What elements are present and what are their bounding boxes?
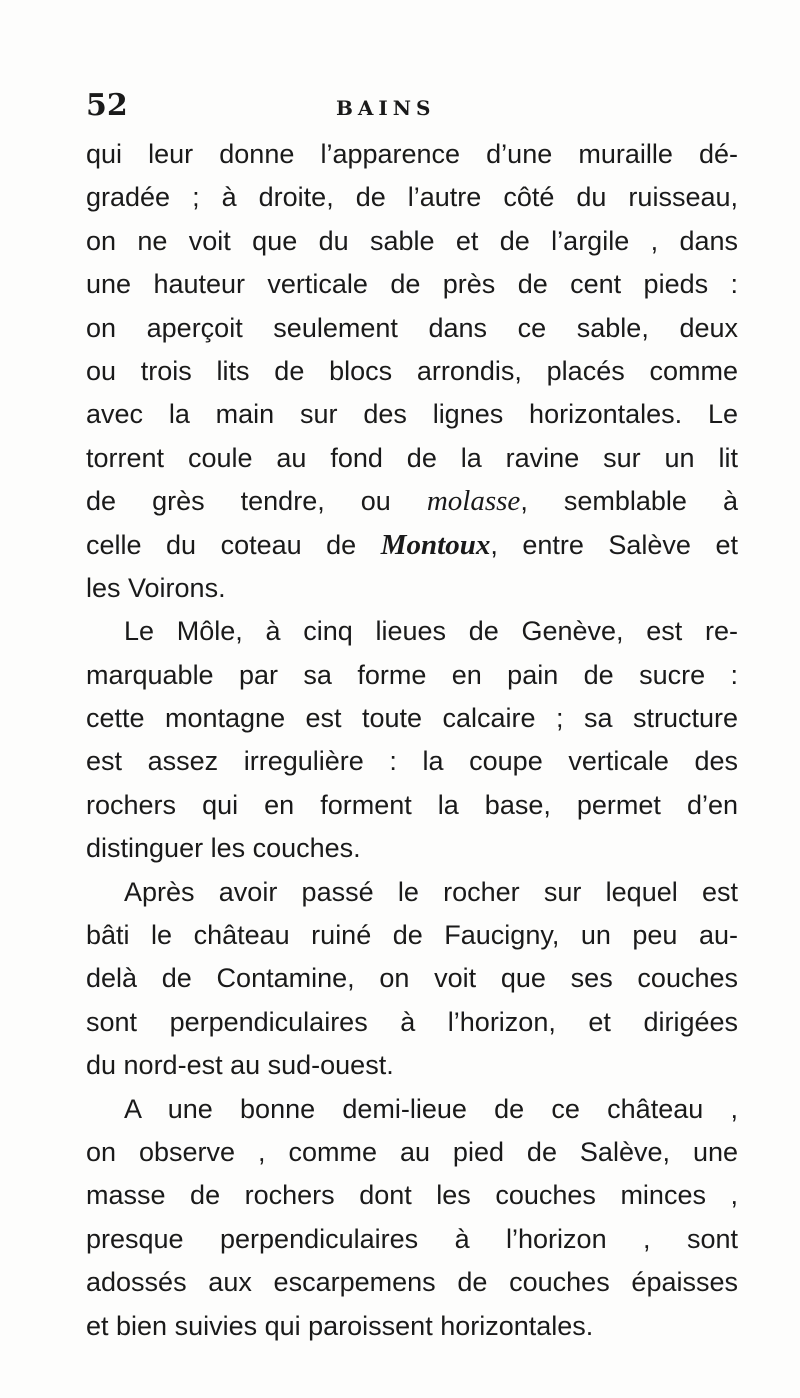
text-line: une hauteur verticale de près de cent pieds : — [86, 269, 738, 300]
text-line: avec la main sur des lignes horizontales. Le — [86, 399, 738, 430]
text-line: masse de rochers dont les couches minces , — [86, 1180, 738, 1211]
page-number: 52 — [86, 88, 128, 123]
text-segment: , semblable à — [520, 486, 738, 517]
text-line: presque perpendiculaires à l’horizon , sont — [86, 1223, 738, 1254]
text-line: et bien suivies qui paroissent horizontales. — [86, 1310, 594, 1341]
text-line: Le Môle, à cinq lieues de Genève, est re- — [124, 616, 738, 647]
body-text — [86, 133, 738, 1348]
text-line: on ne voit que du sable et de l’argile , dans — [86, 225, 738, 256]
text-segment: de grès tendre, ou — [86, 486, 391, 517]
text-line: on aperçoit seulement dans ce sable, deux — [86, 312, 738, 343]
text-line: du nord-est au sud-ouest. — [86, 1050, 394, 1081]
text-line: torrent coule au fond de la ravine sur un lit — [86, 442, 738, 473]
text-line: adossés aux escarpemens de couches épaisses — [86, 1267, 738, 1298]
italic-term-molasse: molasse — [426, 485, 521, 518]
text-line: bâti le château ruiné de Faucigny, un peu au- — [86, 920, 738, 951]
running-title: BAINS — [336, 96, 436, 120]
text-line: marquable par sa forme en pain de sucre : — [86, 659, 738, 690]
text-line: Après avoir passé le rocher sur lequel est — [124, 876, 738, 907]
text-line: qui leur donne l’apparence d’une muraille dé- — [86, 139, 738, 169]
text-line: gradée ; à droite, de l’autre côté du ruisseau, — [86, 182, 738, 213]
text-line: est assez irregulière : la coupe verticale des — [86, 746, 738, 777]
text-line: distinguer les couches. — [86, 833, 361, 864]
text-line: les Voirons. — [86, 572, 226, 603]
text-line: on observe , comme au pied de Salève, une — [86, 1136, 738, 1167]
text-line — [86, 524, 738, 567]
text-line: ou trois lits de blocs arrondis, placés comme — [86, 355, 738, 386]
text-line: A une bonne demi-lieue de ce château , — [124, 1093, 738, 1124]
text-line — [86, 480, 738, 523]
text-line: rochers qui en forment la base, permet d’en — [86, 789, 738, 820]
text-segment: celle du coteau de — [86, 529, 357, 560]
text-line: sont perpendiculaires à l’horizon, et dirigées — [86, 1006, 738, 1037]
italic-place-montoux: Montoux — [380, 528, 491, 561]
text-line: delà de Contamine, on voit que ses couches — [86, 963, 738, 994]
running-head — [86, 86, 746, 126]
text-line: cette montagne est toute calcaire ; sa structure — [86, 703, 738, 734]
text-segment: , entre Salève et — [490, 529, 738, 560]
